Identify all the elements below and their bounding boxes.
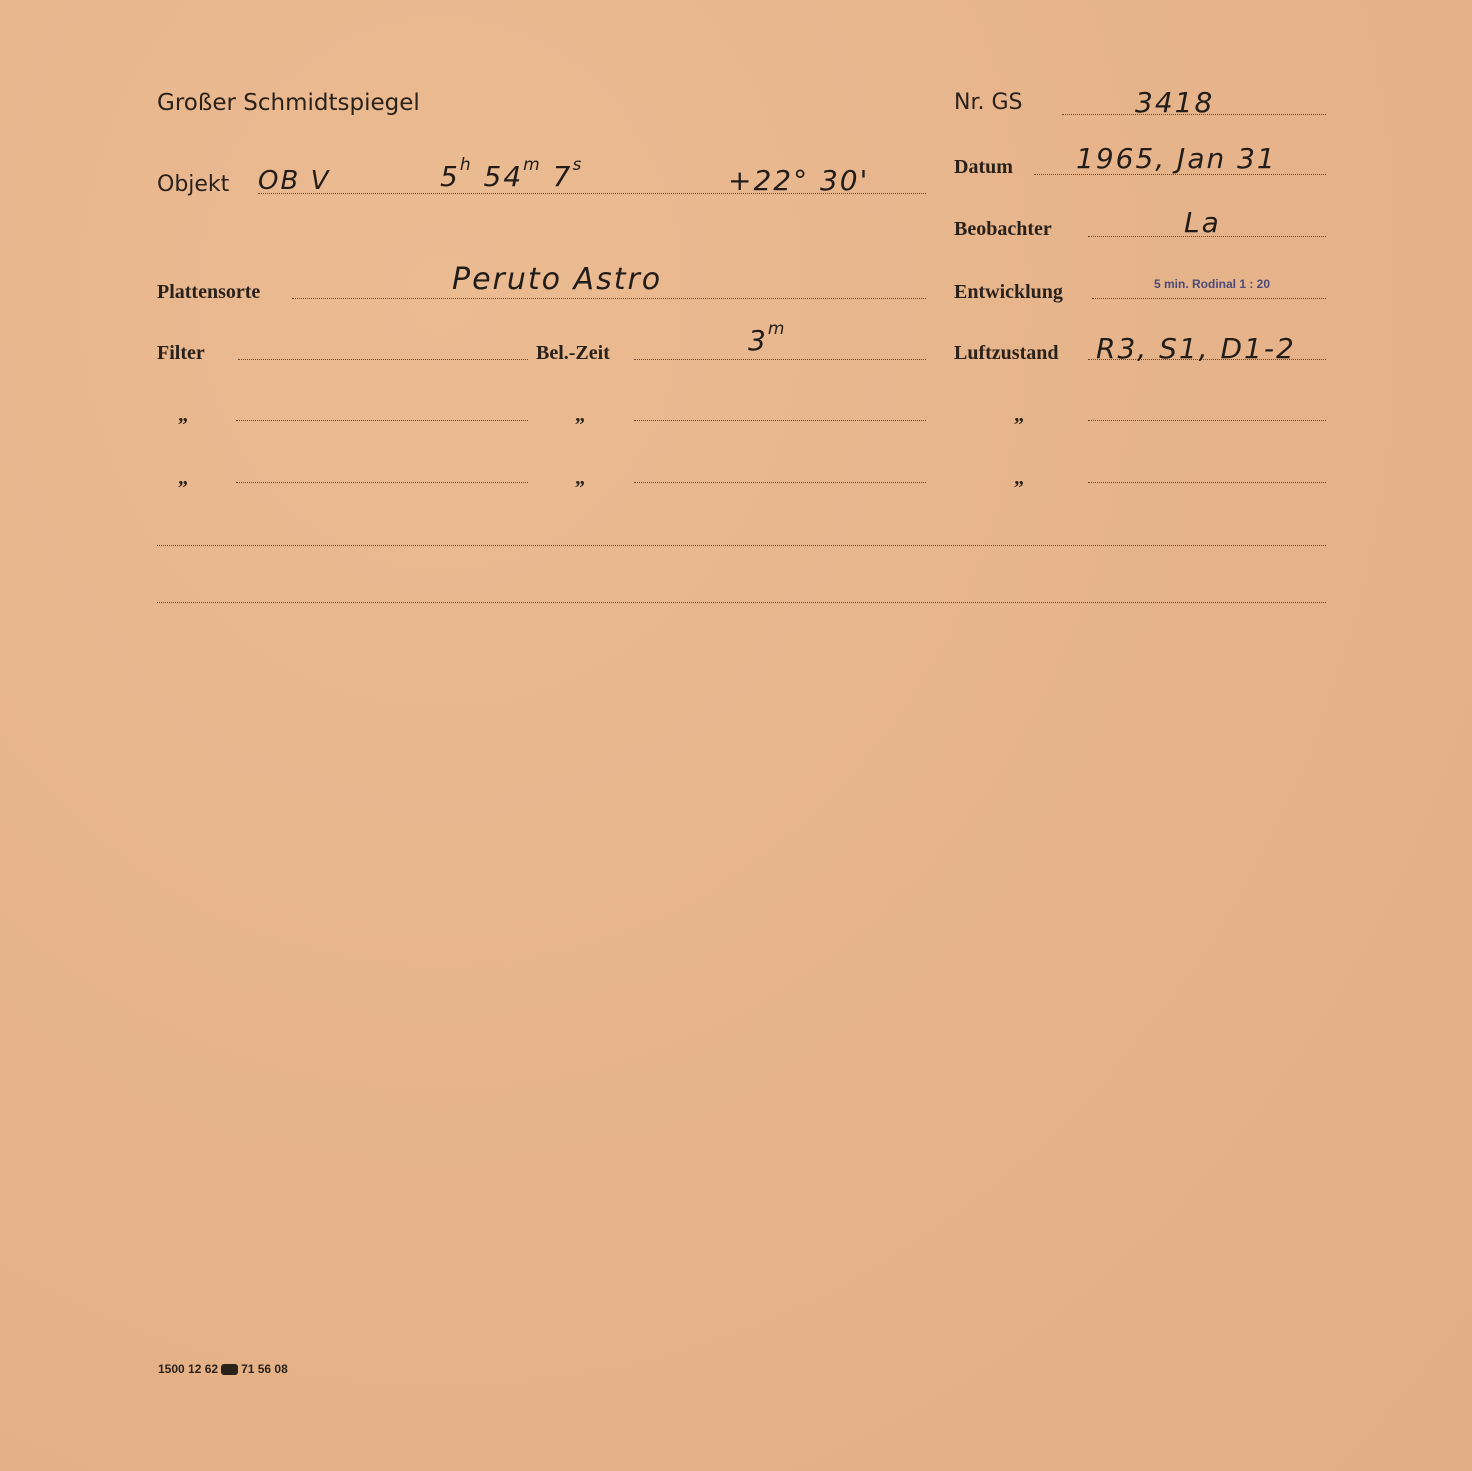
ditto-air-line-2 [1088,482,1326,483]
declination: +22° 30' [728,164,870,197]
ditto-exposure-1: „ [575,404,585,426]
plate-value: Peruto Astro [452,262,663,297]
ra-seconds: 7 [552,160,573,193]
ra-minutes: 54 [483,160,524,193]
development-stamp: 5 min. Rodinal 1 : 20 [1154,277,1271,291]
ra-minutes-unit: m [523,154,542,175]
ditto-filter-line-2 [236,482,528,483]
right-ascension [440,154,584,193]
ditto-air-1: „ [1014,404,1024,426]
air-label: Luftzustand [954,342,1059,364]
print-code [158,1362,288,1376]
ra-hours: 5 [440,160,460,193]
ra-hours-unit: h [459,154,473,175]
number-label: Nr. GS [954,90,1023,115]
printer-logo-icon [221,1364,238,1375]
print-code-left: 1500 12 62 [158,1362,219,1376]
development-label: Entwicklung [954,281,1063,303]
ditto-filter-1: „ [178,404,188,426]
exposure-unit: m [767,318,787,339]
filter-label: Filter [157,342,205,364]
ditto-exposure-line-1 [634,420,926,421]
date-label: Datum [954,156,1013,178]
exposure-line [634,359,926,360]
object-label: Objekt [157,172,230,197]
ditto-exposure-line-2 [634,482,926,483]
form-title: Großer Schmidtspiegel [157,90,420,116]
ditto-air-line-1 [1088,420,1326,421]
notes-line-1 [157,545,1326,546]
ra-seconds-unit: s [572,154,584,175]
notes-line-2 [157,602,1326,603]
exposure-number: 3 [748,324,768,357]
filter-line [238,359,528,360]
ditto-exposure-2: „ [575,467,585,489]
plate-number: 3418 [1135,86,1215,119]
ditto-filter-line-1 [236,420,528,421]
object-name: OB V [258,166,331,196]
exposure-label: Bel.-Zeit [536,342,610,364]
development-line [1092,298,1326,299]
date-value: 1965, Jan 31 [1076,142,1277,175]
plate-line [292,298,926,299]
exposure-value [748,318,787,357]
observer-label: Beobachter [954,218,1052,240]
ditto-filter-2: „ [178,467,188,489]
air-value: R3, S1, D1-2 [1096,332,1296,365]
print-code-right: 71 56 08 [241,1362,288,1376]
observer-value: La [1184,206,1221,239]
ditto-air-2: „ [1014,467,1024,489]
plate-label: Plattensorte [157,281,261,303]
